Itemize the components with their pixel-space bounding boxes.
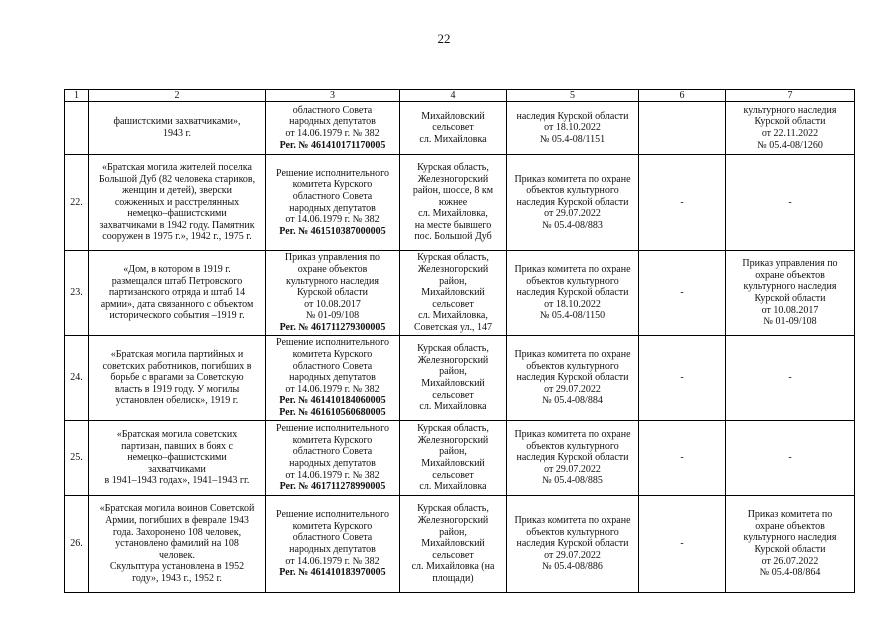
- cell-line: Советская ул., 147: [414, 321, 492, 333]
- cell-line: объектов культурного: [526, 275, 619, 287]
- cell-line: «Братская могила воинов Советской: [99, 503, 255, 515]
- table-row: [65, 102, 855, 155]
- cell-line: № 01-09/108: [763, 316, 817, 328]
- cell-line: от 18.10.2022: [544, 298, 601, 310]
- cell-line: партизан, павших в боях с: [121, 440, 233, 452]
- table-row: [65, 496, 855, 593]
- cell-line: охране объектов: [755, 520, 825, 532]
- cell-line: фашистскими захватчиками»,: [113, 116, 241, 128]
- cell-line: наследия Курской области: [516, 452, 629, 464]
- cell-line: Решение исполнительного: [276, 423, 389, 435]
- cell-line: культурного наследия: [286, 275, 379, 287]
- cell-line: наследия Курской области: [516, 372, 629, 384]
- cell-line: «Дом, в котором в 1919 г.: [123, 264, 231, 276]
- cell-line: -: [788, 452, 792, 464]
- cell-line: охране объектов: [755, 269, 825, 281]
- cell-line: областного Совета: [292, 360, 373, 372]
- cell-line: сельсовет: [432, 549, 474, 561]
- cell-line: Железногорский: [417, 515, 489, 527]
- cell-line: от 29.07.2022: [544, 463, 601, 475]
- column-6-cell: -: [639, 421, 726, 496]
- column-7-cell: [726, 496, 855, 593]
- column-7-cell: [726, 421, 855, 496]
- cell-line: народных депутатов: [289, 116, 376, 128]
- registration-number: Рег. № 461410171170005: [279, 139, 386, 151]
- cell-line: объектов культурного: [526, 440, 619, 452]
- cell-line: охране объектов: [297, 264, 368, 276]
- row-number: 24.: [65, 336, 89, 421]
- row-number: 26.: [65, 496, 89, 593]
- cell-line: № 05.4-08/1260: [757, 139, 823, 151]
- column-header-row: [65, 90, 855, 102]
- decision-cell: [266, 102, 400, 155]
- cell-line: от 14.06.1979 г. № 382: [285, 128, 380, 139]
- cell-line: Михайловский: [421, 458, 485, 469]
- registration-number: Рег. № 461410183970005: [279, 567, 386, 579]
- cell-line: Михайловский: [421, 287, 485, 299]
- cell-line: от 18.10.2022: [544, 122, 601, 134]
- decision-cell: [266, 155, 400, 251]
- cell-line: культурного наследия: [743, 104, 837, 116]
- cell-line: наследия Курской области: [516, 287, 629, 299]
- cell-line: областного Совета: [292, 190, 373, 202]
- column-6-cell: -: [639, 496, 726, 593]
- cell-line: комитета Курского: [292, 349, 373, 361]
- cell-line: размещался штаб Петровского: [111, 275, 243, 287]
- column-6-cell: -: [639, 155, 726, 251]
- cell-line: Приказ комитета по охране: [514, 515, 631, 527]
- cell-line: Курской области: [754, 293, 826, 304]
- object-name-cell: [89, 102, 266, 155]
- cell-line: установлен обелиск», 1919 г.: [115, 395, 239, 407]
- column-header: 3: [266, 90, 400, 102]
- cell-line: пос. Большой Дуб: [414, 231, 492, 243]
- cell-line: Железногорский: [417, 434, 489, 446]
- location-cell: [400, 251, 507, 336]
- cell-line: года. Захоронено 108 человек,: [112, 526, 242, 538]
- cell-line: площади): [432, 572, 474, 584]
- cell-line: советских работников, погибших в: [102, 360, 252, 372]
- cell-line: Решение исполнительного: [276, 167, 389, 179]
- cell-line: Железногорский: [417, 354, 489, 366]
- cell-line: сл. Михайловка,: [418, 310, 488, 322]
- cell-line: от 14.06.1979 г. № 382: [285, 214, 380, 226]
- cell-line: район,: [439, 275, 467, 287]
- cell-line: власть в 1919 году. У могилы: [114, 383, 240, 395]
- cell-line: году», 1943 г., 1952 г.: [132, 572, 222, 584]
- cell-line: № 05.4-08/1150: [539, 310, 606, 322]
- cell-line: на месте бывшего: [414, 219, 492, 231]
- location-cell: [400, 421, 507, 496]
- table-row: [65, 421, 855, 496]
- cell-line: областного Совета: [292, 446, 373, 458]
- registration-number: Рег. № 461711278990005: [279, 481, 386, 493]
- cell-line: -: [788, 196, 792, 208]
- object-name-cell: [89, 251, 266, 336]
- cell-line: Приказ управления по: [742, 258, 838, 270]
- cell-line: наследия Курской области: [516, 110, 629, 122]
- location-cell: [400, 336, 507, 421]
- column-header: 1: [65, 90, 89, 102]
- cell-line: сл. Михайловка: [419, 481, 487, 493]
- order-cell: [507, 496, 639, 593]
- cell-line: Курской области: [754, 116, 826, 128]
- order-cell: [507, 421, 639, 496]
- cell-line: комитета Курского: [292, 179, 373, 191]
- cell-line: в 1941–1943 годах», 1941–1943 гг.: [104, 475, 250, 487]
- object-name-cell: [89, 496, 266, 593]
- cell-line: народных депутатов: [289, 458, 376, 469]
- cell-line: человек.: [159, 549, 195, 561]
- cell-line: сл. Михайловка: [419, 401, 487, 413]
- cell-line: борьбе с врагами за Советскую: [110, 372, 244, 384]
- registration-number: Рег. № 461610560680005: [279, 406, 386, 418]
- cell-line: Большой Дуб (82 человека стариков,: [98, 173, 256, 185]
- cell-line: сл. Михайловка: [419, 133, 487, 145]
- cell-line: Армии, погибших в феврале 1943: [105, 515, 249, 527]
- cell-line: немецко–фашистскими: [127, 452, 227, 464]
- column-7-cell: [726, 155, 855, 251]
- cell-line: комитета Курского: [292, 520, 373, 532]
- cell-line: Приказ комитета по охране: [514, 264, 631, 276]
- cell-line: объектов культурного: [526, 360, 619, 372]
- cell-line: Приказ комитета по: [747, 509, 833, 521]
- registry-body: [65, 90, 855, 593]
- column-header: 4: [400, 90, 507, 102]
- cell-line: Курская область,: [417, 343, 489, 355]
- cell-line: от 10.08.2017: [761, 304, 819, 316]
- page-number: 22: [437, 31, 451, 46]
- column-header: 2: [89, 90, 266, 102]
- cell-line: Курской области: [754, 544, 826, 555]
- column-7-cell: [726, 251, 855, 336]
- cell-line: от 29.07.2022: [544, 549, 601, 561]
- cell-line: комитета Курского: [292, 434, 373, 446]
- cell-line: немецко–фашистскими: [127, 208, 227, 220]
- cell-line: Курская область,: [417, 252, 489, 264]
- order-cell: [507, 155, 639, 251]
- cell-line: № 05.4-08/1151: [539, 133, 606, 145]
- cell-line: наследия Курской области: [516, 538, 629, 550]
- cell-line: Приказ комитета по охране: [514, 173, 631, 185]
- cell-line: район,: [439, 526, 467, 538]
- cell-line: сожженных и расстрелянных: [114, 196, 240, 208]
- cell-line: район,: [439, 446, 467, 458]
- cell-line: № 05.4-08/885: [542, 475, 603, 487]
- cell-line: от 10.08.2017: [304, 298, 361, 310]
- column-6-cell: [639, 102, 726, 155]
- row-number: [65, 102, 89, 155]
- cell-line: Курская область,: [417, 161, 489, 173]
- order-cell: [507, 102, 639, 155]
- cell-line: Михайловский: [421, 110, 485, 122]
- cell-line: Приказ комитета по охране: [514, 349, 631, 361]
- decision-cell: [266, 496, 400, 593]
- cell-line: от 22.11.2022: [761, 128, 819, 139]
- cell-line: сл. Михайловка,: [418, 208, 488, 220]
- cell-line: Скульптура установлена в 1952: [109, 561, 245, 573]
- cell-line: сл. Михайловка (на: [411, 561, 495, 573]
- cell-line: Приказ комитета по охране: [514, 429, 631, 441]
- cell-line: объектов культурного: [526, 526, 619, 538]
- cell-line: № 05.4-08/884: [542, 395, 603, 407]
- column-header: 5: [507, 90, 639, 102]
- cell-line: Курская область,: [417, 503, 489, 515]
- cell-line: Михайловский: [421, 538, 485, 550]
- object-name-cell: [89, 155, 266, 251]
- cell-line: культурного наследия: [743, 532, 837, 544]
- cell-line: сельсовет: [432, 389, 474, 401]
- cell-line: захватчиками в 1942 году. Памятник: [99, 219, 255, 231]
- cell-line: армии», дата связанного с объектом: [100, 298, 254, 310]
- cell-line: сельсовет: [432, 469, 474, 481]
- cell-line: № 01-09/108: [305, 310, 360, 322]
- row-number: 23.: [65, 251, 89, 336]
- cell-line: объектов культурного: [526, 185, 619, 197]
- cell-line: народных депутатов: [289, 202, 376, 214]
- row-number: 22.: [65, 155, 89, 251]
- cell-line: от 14.06.1979 г. № 382: [285, 383, 380, 395]
- cell-line: женщин и детей), зверски: [121, 185, 233, 197]
- cell-line: «Братская могила партийных и: [110, 349, 244, 361]
- cell-line: «Братская могила советских: [116, 429, 238, 441]
- table-row: [65, 251, 855, 336]
- object-name-cell: [89, 421, 266, 496]
- table-row: [65, 155, 855, 251]
- row-number: 25.: [65, 421, 89, 496]
- cell-line: исторического события –1919 г.: [109, 310, 245, 322]
- cell-line: Курская область,: [417, 423, 489, 435]
- cell-line: Железногорский: [417, 264, 489, 276]
- cell-line: Приказ управления по: [284, 252, 381, 264]
- decision-cell: [266, 336, 400, 421]
- cell-line: -: [788, 372, 792, 384]
- location-cell: [400, 155, 507, 251]
- cell-line: от 26.07.2022: [761, 555, 819, 567]
- location-cell: [400, 496, 507, 593]
- cell-line: Курской области: [297, 287, 368, 299]
- column-6-cell: -: [639, 251, 726, 336]
- registration-number: Рег. № 461410184060005: [279, 395, 386, 407]
- cell-line: южнее: [438, 196, 468, 208]
- registration-number: Рег. № 461510387000005: [279, 225, 386, 237]
- column-7-cell: [726, 336, 855, 421]
- cell-line: установлено фамилий на 108: [115, 538, 239, 550]
- column-header: 7: [726, 90, 855, 102]
- column-header: 6: [639, 90, 726, 102]
- cell-line: сельсовет: [432, 298, 474, 310]
- cell-line: от 29.07.2022: [544, 208, 601, 220]
- cell-line: наследия Курской области: [516, 196, 629, 208]
- object-name-cell: [89, 336, 266, 421]
- cell-line: захватчиками: [148, 463, 206, 475]
- cell-line: от 14.06.1979 г. № 382: [285, 555, 380, 567]
- order-cell: [507, 251, 639, 336]
- cell-line: район, шоссе, 8 км: [412, 185, 494, 197]
- registration-number: Рег. № 461711279300005: [279, 321, 386, 333]
- cell-line: сооружен в 1975 г.», 1942 г., 1975 г.: [102, 231, 252, 243]
- table-row: [65, 336, 855, 421]
- cell-line: Решение исполнительного: [276, 509, 389, 521]
- order-cell: [507, 336, 639, 421]
- cell-line: «Братская могила жителей поселка: [102, 161, 252, 173]
- cell-line: культурного наследия: [743, 281, 837, 293]
- decision-cell: [266, 251, 400, 336]
- decision-cell: [266, 421, 400, 496]
- cell-line: областного Совета: [292, 104, 373, 116]
- cell-line: Решение исполнительного: [276, 337, 389, 349]
- cell-line: от 29.07.2022: [544, 383, 601, 395]
- cell-line: Михайловский: [421, 378, 485, 389]
- column-6-cell: -: [639, 336, 726, 421]
- cell-line: сельсовет: [432, 122, 474, 134]
- heritage-registry-table: [64, 89, 855, 593]
- cell-line: № 05.4-08/886: [542, 561, 603, 573]
- cell-line: от 14.06.1979 г. № 382: [285, 469, 380, 481]
- location-cell: [400, 102, 507, 155]
- cell-line: партизанского отряда и штаб 14: [108, 287, 246, 299]
- cell-line: 1943 г.: [163, 128, 191, 139]
- cell-line: № 05.4-08/864: [759, 567, 821, 579]
- column-7-cell: [726, 102, 855, 155]
- cell-line: Железногорский: [417, 173, 489, 185]
- cell-line: народных депутатов: [289, 372, 376, 384]
- cell-line: № 05.4-08/883: [542, 219, 603, 231]
- cell-line: областного Совета: [292, 532, 373, 544]
- cell-line: район,: [439, 366, 467, 378]
- cell-line: народных депутатов: [289, 544, 376, 555]
